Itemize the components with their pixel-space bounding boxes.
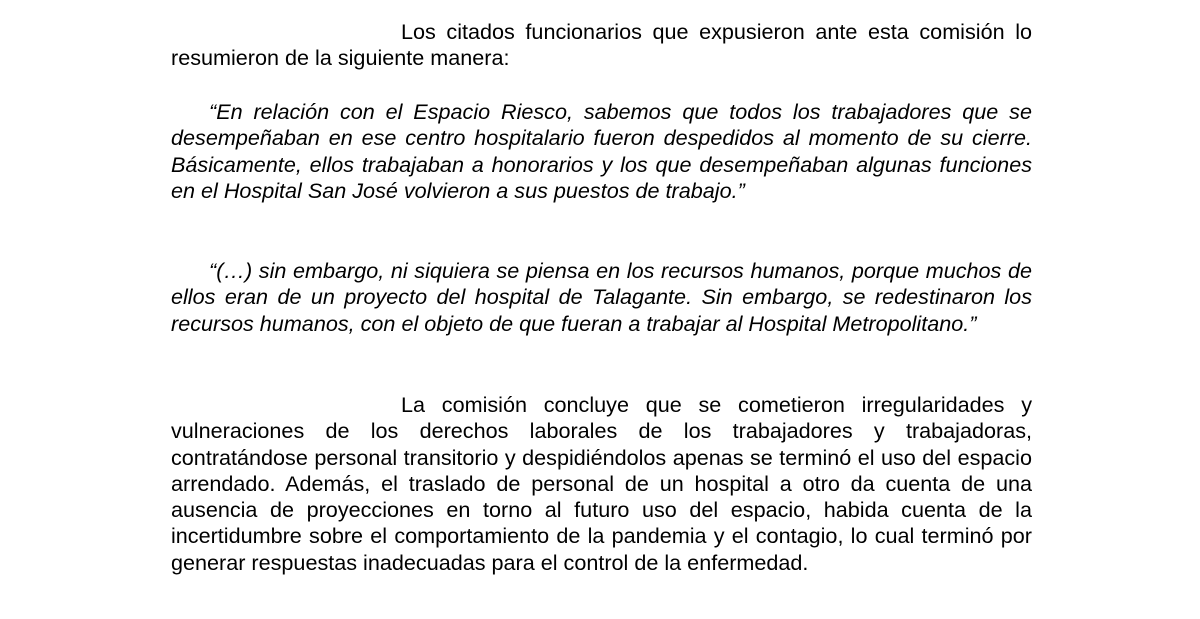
intro-paragraph: Los citados funcionarios que expusieron ante esta comisión lo resumieron de la siguiente manera: <box>171 19 1032 71</box>
conclusion-paragraph: La comisión concluye que se cometieron irregularidades y vulneraciones de los derechos laborales de los trabajadores y trabajadoras, contratándose personal transitorio y despidiéndolos apenas se terminó el uso del espacio arrendado. Además, el traslado de personal de un hospital a otro da cuenta de una ausencia de proyecciones en torno al futuro uso del espacio, habida cuenta de la incertidumbre sobre el comportamiento de la pandemia y el contagio, lo cual terminó por generar respuestas inadecuadas para el control de la enfermedad. <box>171 392 1032 575</box>
quote-espacio-riesco: “En relación con el Espacio Riesco, sabemos que todos los trabajadores que se desempeñaban en ese centro hospitalario fueron despedidos al momento de su cierre. Básicamente, ellos trabajaban a honorarios y los que desempeñaban algunas funciones en el Hospital San José volvieron a sus puestos de trabajo.” <box>171 99 1032 203</box>
quote-recursos-humanos: “(…) sin embargo, ni siquiera se piensa en los recursos humanos, porque muchos de ellos eran de un proyecto del hospital de Talagante. Sin embargo, se redestinaron los recursos humanos, con el objeto de que fueran a trabajar al Hospital Metropolitano.” <box>171 258 1032 336</box>
